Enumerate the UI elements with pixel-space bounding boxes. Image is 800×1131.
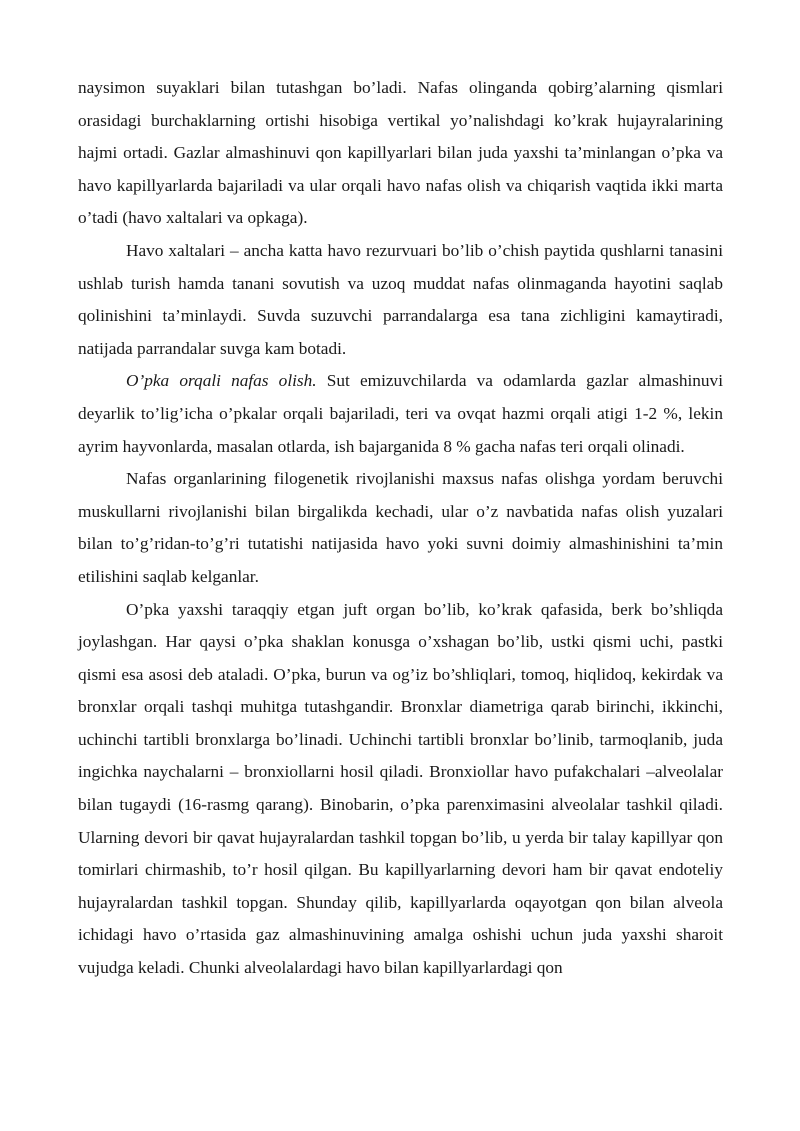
paragraph-4: Nafas organlarining filogenetik rivojlanishi maxsus nafas olishga yordam beruvchi muskullarni rivojlanishi bilan birgalikda kechadi, ular o’z navbatida nafas olish yuzalari bilan to’g’ridan-to’g’ri tutatishi natijasida havo yoki suvni doimiy almashinishini ta’min etilishini saqlab kelganlar.	[78, 469, 723, 586]
paragraph-2: Havo xaltalari – ancha katta havo rezurvuari bo’lib o’chish paytida qushlarni tanasini ushlab turish hamda tanani sovutish va uzoq muddat nafas olinmaganda hayotini saqlab qolinishini ta’minlaydi. Suvda suzuvchi parrandalarga esa tana zichligini kamaytiradi, natijada parrandalar suvga kam botadi.	[78, 240, 723, 358]
section-heading-lung-breathing: O’pka orqali nafas olish.	[126, 371, 317, 391]
paragraph-5: O’pka yaxshi taraqqiy etgan juft organ bo’lib, ko’krak qafasida, berk bo’shliqda joylashgan. Har qaysi o’pka shaklan konusga o’xshagan bo’lib, ustki qismi uchi, pastki qismi esa asosi deb ataladi. O’pka, burun va og’iz bo’shliqlari, tomoq, hiqlidoq, kekirdak va bronxlar orqali tashqi muhitga tutashgandir. Bronxlar diametriga qarab birinchi, ikkinchi, uchinchi tartibli bronxlarga bo’linadi. Uchinchi tartibli bronxlar bo’linib, tarmoqlanib, juda ingichka naychalarni – bronxiollarni hosil qiladi. Bronxiollar havo pufakchalari –alveolalar bilan tugaydi (16-rasmg qarang). Binobarin, o’pka parenximasini alveolalar tashkil qiladi. Ularning devori bir qavat hujayralardan tashkil topgan bo’lib, u yerda bir talay kapillyar qon tomirlari chirmashib, to’r hosil qilgan. Bu kapillyarlarning devori ham bir qavat endoteliy hujayralardan tashkil topgan. Shunday qilib, kapillyarlarda oqayotgan qon bilan alveola ichidagi havo o’rtasida gaz almashinuvining amalga oshishi uchun juda yaxshi sharoit vujudga keladi. Chunki alveolalardagi havo bilan kapillyarlardagi qon	[78, 599, 723, 978]
paragraph-1: naysimon suyaklari bilan tutashgan bo’ladi. Nafas olinganda qobirg’alarning qismlari orasidagi burchaklarning ortishi hisobiga vertikal yo’nalishdagi ko’krak hujayralarining hajmi ortadi. Gazlar almashinuvi qon kapillyarlari bilan juda yaxshi ta’minlangan o’pka va havo kapillyarlarda bajariladi va ular orqali havo nafas olish va chiqarish vaqtida ikki marta o’tadi (havo xaltalari va opkaga).	[78, 78, 723, 228]
paragraph-3	[78, 365, 723, 463]
document-page	[78, 72, 723, 985]
paragraph-3-body: Sut emizuvchilarda va odamlarda gazlar almashinuvi deyarlik to’lig’icha o’pkalar orqali bajariladi, teri va ovqat hazmi orqali atigi 1-2 %, lekin ayrim hayvonlarda, masalan otlarda, ish bajarganida 8 % gacha nafas teri orqali olinadi.	[78, 371, 723, 456]
